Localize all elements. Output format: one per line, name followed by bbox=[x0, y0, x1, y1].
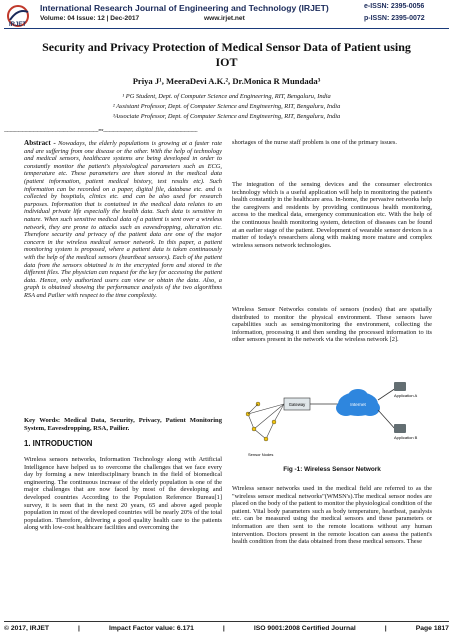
affiliation-3: ³Associate Professor, Dept. of Computer Science and Engineering, RIT, Bengaluru, India bbox=[112, 113, 341, 120]
paragraph-wmsn: Wireless sensor networks used in the medical field are referred to as the "wireless sensor medical networks"(WMSN's).The medical sensor nodes are placed on the body of the patient to monitor the physiological condition of the patient. Vital body parameters such as body temperature, heartbeat, paralysis etc. can be measured using the medical sensors and these parameters or information are then sent to the remote locations without any human intervention. Doctors present in the remote location can assess the patient's health condition from the data obtained from these medical sensors. These bbox=[232, 485, 432, 546]
section-separator: ---------------------------------------------------------------------***--------------------------------------------------------------------- bbox=[4, 129, 198, 135]
application-a-label: Application A bbox=[394, 393, 418, 398]
footer-iso: ISO 9001:2008 Certified Journal bbox=[253, 625, 356, 632]
footer-copyright: © 2017, IRJET bbox=[4, 625, 50, 632]
journal-title: International Research Journal of Engineering and Technology (IRJET) bbox=[40, 3, 329, 13]
journal-website: www.irjet.net bbox=[204, 15, 245, 22]
footer-divider: | bbox=[78, 625, 80, 632]
footer-impact-factor: Impact Factor value: 6.171 bbox=[108, 625, 194, 632]
paper-authors: Priya J¹, MeeraDevi A.K.², Dr.Monica R Mundada³ bbox=[132, 76, 321, 86]
keywords: Key Words: Medical Data, Security, Privacy, Patient Monitoring System, Eavesdropping, RSA, Pailier. bbox=[24, 417, 222, 432]
abstract-text: Nowadays, the elderly populations is growing at a faster rate and are suffering from one disease or the other. With the help of technology and medical sensors, healthcare systems are being developed in order to constantly monitor the patient's physiological parameters such as ECG, temperature etc. These parameters are then stored in the medical data (patient information, patient medical history, test results etc). Such information can be recorded on a paper, digital file, database etc. and is collected by hospitals, clinics etc. and can be also used for research purposes. Information that is contained in the medical data relates to an individual private life especially the health data. Such data is sensitive in nature. When such sensitive medical data of a patient is sent over a wireless network, they are prone to attacks such as eavesdropping, alteration etc. Therefore security and privacy of the patient data are one of the major concern in the wireless medical sensor network. In this paper, a patient monitoring system is proposed, where a patient data is taken continuously with the help of the medical sensors (heartbeat sensors). Each of the patient data from the sensors obtained is in the encrypted form and stored in the different files. The physician can request for the key for accessing the patient data. Hence, only authorized users can view or obtain the data. Also, a graph is obtained showing the performance analysis of the two algorithms RSA and Pailier with respect to the time complexity. bbox=[24, 140, 222, 299]
irjet-logo bbox=[6, 4, 36, 28]
figure-caption: Fig -1: Wireless Sensor Network bbox=[283, 466, 381, 473]
footer-page-number: Page 1817 bbox=[415, 625, 449, 632]
abstract-label: Abstract - bbox=[24, 139, 56, 147]
paragraph-integration: The integration of the sensing devices and the consumer electronics technology which is a useful application will help in monitoring the patient's health constantly in the healthcare area. In-home, the pervasive networks help the caregivers and residents by providing continuous health monitoring, access to the medical data, emergency communication etc. With the help of the continuous health monitoring system, detection of diseases can be found at an earlier stage of the patient. Development of wearable sensor devices is a matter of today's researchers along with making more mature and complex wireless sensors network technologies. bbox=[232, 181, 432, 249]
gateway-label: Gateway bbox=[288, 402, 306, 407]
abstract bbox=[24, 140, 222, 299]
footer-divider: | bbox=[384, 625, 387, 632]
application-a-computer-icon bbox=[394, 382, 406, 391]
affiliation-1: ¹ PG Student, Dept. of Computer Science and Engineering, RIT, Bengaluru, India bbox=[122, 93, 331, 100]
pissn: p-ISSN: 2395-0072 bbox=[364, 15, 425, 22]
footer-divider: | bbox=[222, 625, 225, 632]
sensor-nodes-label: Sensor Nodes bbox=[248, 452, 274, 457]
volume-info: Volume: 04 Issue: 12 | Dec-2017 bbox=[40, 15, 140, 22]
application-b-label: Application B bbox=[394, 435, 418, 440]
header-rule bbox=[4, 28, 449, 29]
paragraph-continuation: shortages of the nurse staff problem is one of the primary issues. bbox=[232, 139, 397, 146]
footer-rule bbox=[4, 621, 449, 622]
internet-label: Internet bbox=[350, 402, 366, 407]
eissn: e-ISSN: 2395-0056 bbox=[364, 3, 425, 10]
sensor-field bbox=[246, 402, 284, 441]
section-heading-introduction: 1. INTRODUCTION bbox=[24, 439, 93, 448]
application-b-computer-icon bbox=[394, 424, 406, 433]
svg-text:IRJET: IRJET bbox=[9, 22, 27, 28]
footer bbox=[4, 625, 449, 632]
wsn-figure bbox=[244, 374, 422, 462]
affiliation-2: ² Assistant Professor, Dept. of Computer Science and Engineering, RIT, Bengaluru, India bbox=[112, 103, 341, 110]
paper-title: Security and Privacy Protection of Medical Sensor Data of Patient using IOT bbox=[42, 40, 411, 69]
paragraph-wsn: Wireless Sensor Networks consists of sensors (nodes) that are spatially distributed to monitor the physical environment. These sensors have capabilities such as sensing/monitoring the environment, collecting the information, processing it and then sending the processed information to its other sensors present in the network via the wireless network [2]. bbox=[232, 306, 432, 344]
introduction-text: Wireless sensors networks, Information Technology along with Artificial Intelligence have helped us to overcome the challenges that we face every day by forming a new interdisciplinary branch in the field of biomedical engineering. The continuous increase of the elderly population is one of the major challenges that are now faced by most of the developing and developed countries According to the Population Reference Bureau[1] survey, it is seen that in the next 20 years, 65 and above aged people population in most of the developed countries will be nearly 20% of the total population. Therefore, delivering a good quality health care to the patients along with low-cost healthcare facilities and overcoming the bbox=[24, 456, 222, 532]
